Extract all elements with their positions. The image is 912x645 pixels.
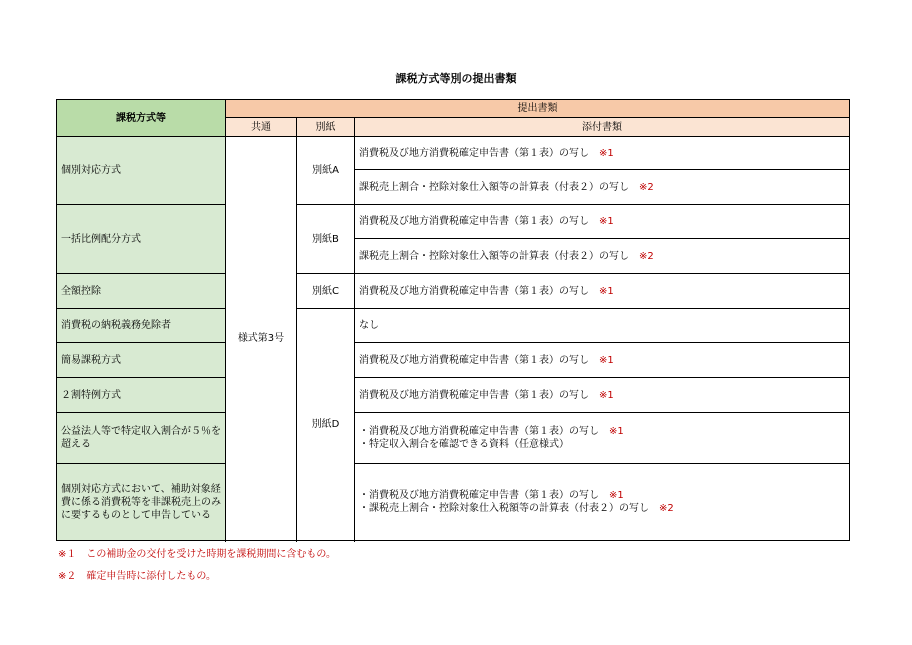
bessi-b: 別紙B	[297, 205, 355, 274]
page-title: 課税方式等別の提出書類	[395, 72, 517, 85]
note-mark: ※1	[599, 216, 614, 227]
note-mark: ※1	[599, 354, 614, 366]
footnote-2: ※２ 確定申告時に添付したもの。	[58, 571, 216, 582]
row-label-niwari: ２割特例方式	[57, 378, 226, 413]
attachment-cell: 消費税及び地方消費税確定申告書（第１表）の写し ※1	[355, 205, 850, 239]
submission-table	[56, 99, 850, 541]
attachment-cell: 消費税及び地方消費税確定申告書（第１表）の写し ※1	[355, 343, 850, 378]
header-common: 共通	[226, 118, 297, 137]
note-mark: ※2	[639, 181, 654, 193]
note-mark: ※1	[599, 147, 614, 159]
note-mark: ※2	[639, 250, 654, 262]
attachment-cell: 課税売上割合・控除対象仕入額等の計算表（付表２）の写し ※2	[355, 170, 850, 205]
row-label-kan-i: 簡易課税方式	[57, 343, 226, 378]
attachment-cell: 課税売上割合・控除対象仕入額等の計算表（付表２）の写し ※2	[355, 239, 850, 274]
attachment-cell: 消費税及び地方消費税確定申告書（第１表）の写し ※1	[355, 274, 850, 309]
attachment-cell: 消費税及び地方消費税確定申告書（第１表）の写し ※1	[355, 137, 850, 170]
attachment-cell: ・消費税及び地方消費税確定申告書（第１表）の写し ※1 ・特定収入割合を確認できる資料（任意様式）	[355, 413, 850, 464]
bessi-c: 別紙C	[297, 274, 355, 309]
note-mark: ※2	[659, 503, 674, 514]
header-submit-docs: 提出書類	[226, 100, 850, 118]
row-label-kobetsu: 個別対応方式	[57, 137, 226, 205]
row-label-menjo: 消費税の納税義務免除者	[57, 309, 226, 343]
attachment-cell: なし	[355, 309, 850, 343]
note-mark: ※1	[599, 389, 614, 401]
note-mark: ※1	[599, 285, 614, 297]
attachment-cell: 消費税及び地方消費税確定申告書（第１表）の写し ※1	[355, 378, 850, 413]
header-attachments: 添付書類	[355, 118, 850, 137]
header-taxation-method: 課税方式等	[57, 100, 226, 137]
row-label-hikazei: 個別対応方式において、補助対象経費に係る消費税等を非課税売上のみに要するものとして申告している	[57, 464, 226, 541]
footnote-1: ※１ この補助金の交付を受けた時期を課税期間に含むもの。	[58, 549, 336, 560]
row-label-zengaku: 全額控除	[57, 274, 226, 309]
row-label-ikkatsu: 一括比例配分方式	[57, 205, 226, 274]
bessi-a: 別紙A	[297, 137, 355, 205]
common-form: 様式第3号	[226, 137, 297, 541]
attachment-cell: ・消費税及び地方消費税確定申告書（第１表）の写し ※1 ・課税売上割合・控除対象仕入税額等の計算表（付表２）の写し ※2	[355, 464, 850, 541]
row-label-koeki: 公益法人等で特定収入割合が５％を超える	[57, 413, 226, 464]
note-mark: ※1	[609, 426, 624, 437]
bessi-d: 別紙D	[297, 309, 355, 541]
note-mark: ※1	[609, 490, 624, 501]
header-bessi: 別紙	[297, 118, 355, 137]
